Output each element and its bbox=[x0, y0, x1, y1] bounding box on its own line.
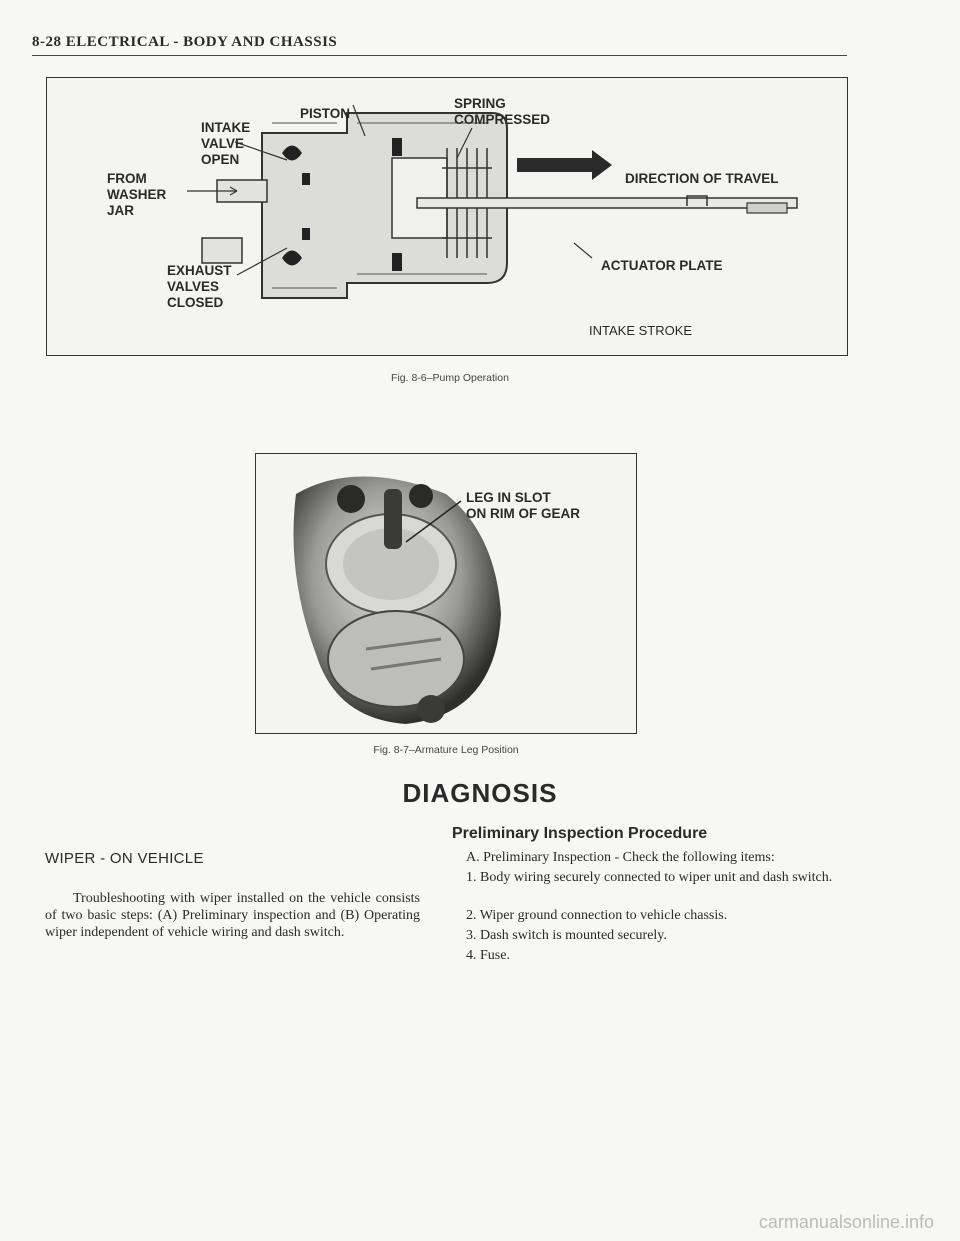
figure-caption-8-7: Fig. 8-7–Armature Leg Position bbox=[373, 744, 519, 756]
spring-compressed-label: SPRING COMPRESSED bbox=[454, 96, 551, 127]
piston-label: PISTON bbox=[300, 106, 351, 121]
from-washer-jar-label: FROM WASHER JAR bbox=[107, 171, 167, 218]
inspection-item-2: 2. Wiper ground connection to vehicle chassis. bbox=[466, 908, 728, 923]
direction-of-travel-label: DIRECTION OF TRAVEL bbox=[625, 171, 779, 186]
wiper-on-vehicle-heading: WIPER - ON VEHICLE bbox=[45, 850, 204, 867]
preliminary-intro: A. Preliminary Inspection - Check the following items: bbox=[466, 850, 775, 865]
header-rule bbox=[32, 55, 847, 56]
armature-leg-figure bbox=[255, 453, 637, 734]
leg-in-slot-label: LEG IN SLOT ON RIM OF GEAR bbox=[466, 490, 580, 521]
exhaust-valves-closed-label: EXHAUST VALVES CLOSED bbox=[167, 263, 232, 310]
inspection-item-1: 1. Body wiring securely connected to wiper unit and dash switch. bbox=[466, 870, 833, 885]
troubleshooting-paragraph: Troubleshooting with wiper installed on the vehicle consists of two basic steps: (A) Preliminary inspection and (B) Operating wiper independent of vehicle wiring and dash switch. bbox=[45, 891, 420, 940]
intake-stroke-label: INTAKE STROKE bbox=[589, 323, 693, 338]
actuator-plate-label: ACTUATOR PLATE bbox=[601, 258, 723, 273]
intake-valve-open-label: INTAKE VALVE OPEN bbox=[201, 120, 251, 167]
inspection-item-4: 4. Fuse. bbox=[466, 948, 510, 963]
pump-operation-figure bbox=[46, 77, 848, 356]
page-header: 8-28 ELECTRICAL - BODY AND CHASSIS bbox=[32, 34, 338, 50]
preliminary-inspection-heading: Preliminary Inspection Procedure bbox=[452, 825, 708, 842]
pump-diagram-illustration bbox=[47, 78, 847, 354]
figure-caption-8-6: Fig. 8-6–Pump Operation bbox=[391, 372, 509, 384]
section-title: DIAGNOSIS bbox=[402, 778, 558, 808]
watermark: carmanualsonline.info bbox=[758, 1212, 934, 1232]
inspection-item-3: 3. Dash switch is mounted securely. bbox=[466, 928, 667, 943]
